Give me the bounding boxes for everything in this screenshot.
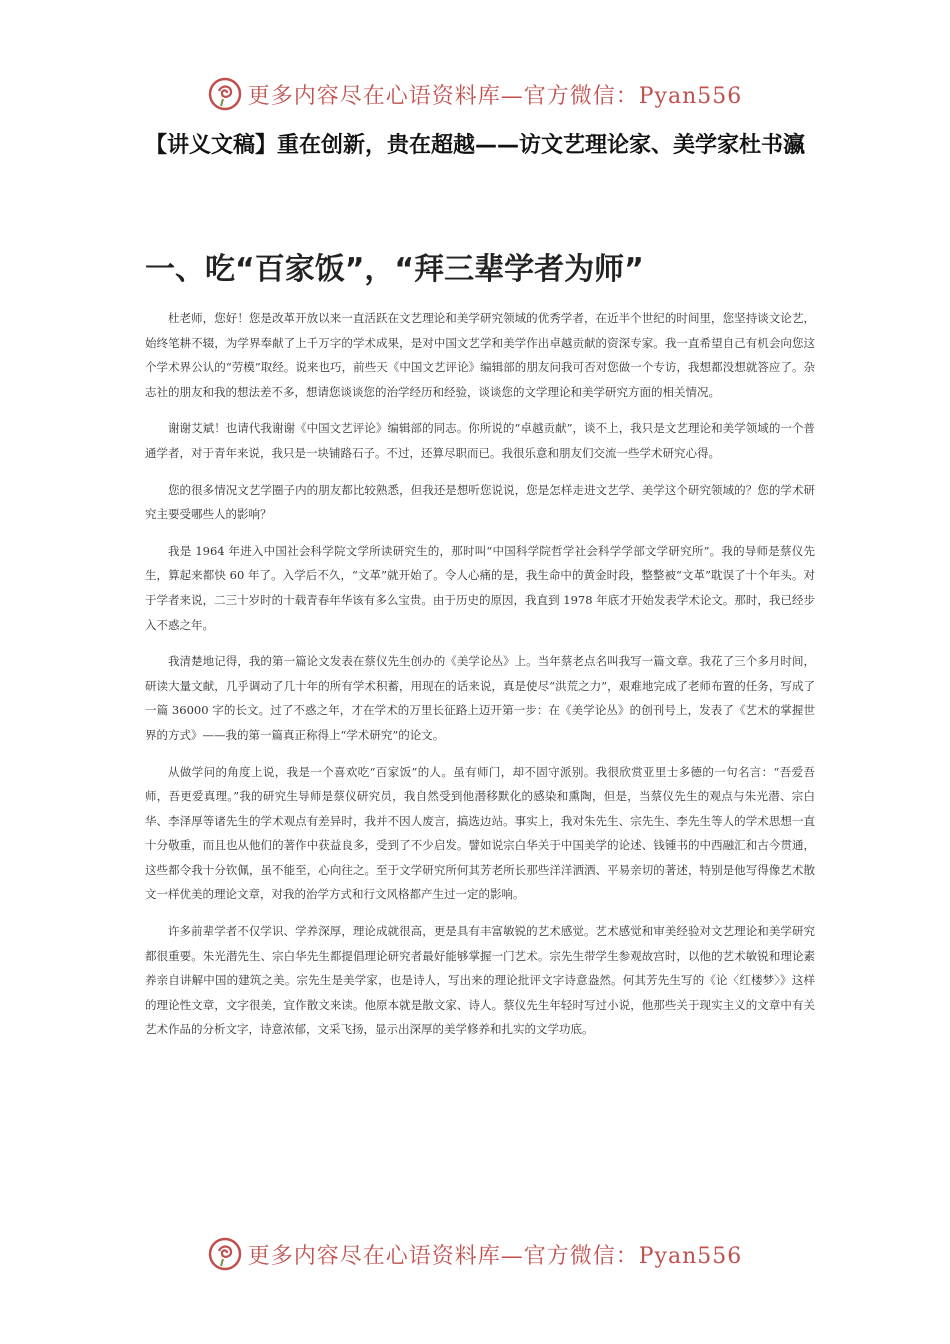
rose-logo-icon (208, 77, 242, 111)
paragraph: 谢谢艾斌！也请代我谢谢《中国文艺评论》编辑部的同志。你所说的“卓越贡献”，谈不上，我只是文艺理论和美学领域的一个普通学者，对于青年来说，我只是一块铺路石子。不过，还算尽职而已。我很乐意和朋友们交流一些学术研究心得。 (145, 421, 815, 460)
paragraph: 许多前辈学者不仅学识、学养深厚，理论成就很高，更是具有丰富敏锐的艺术感觉。艺术感觉和审美经验对文艺理论和美学研究都很重要。朱光潜先生、宗白华先生都提倡理论研究者最好能够掌握一门艺术。宗先生带学生参观故宫时，以他的艺术敏锐和理论素养亲自讲解中国的建筑之美。宗先生是美学家，也是诗人，写出来的理论批评文字诗意盎然。何其芳先生写的《论〈红楼梦〉》这样的理论性文章，文字很美，宜作散文来读。他原本就是散文家、诗人。蔡仪先生年轻时写过小说，他那些关于现实主义的文章中有关艺术作品的分析文字，诗意浓郁，文采飞扬，显示出深厚的美学修养和扎实的文学功底。 (145, 924, 815, 1037)
footer-banner (0, 1234, 950, 1274)
banner-text: 更多内容尽在心语资料库—官方微信：Pyan556 (247, 83, 743, 109)
header-banner (0, 74, 950, 114)
paragraph: 您的很多情况文艺学圈子内的朋友都比较熟悉，但我还是想听您说说，您是怎样走进文艺学、美学这个研究领域的？您的学术研究主要受哪些人的影响？ (145, 482, 815, 522)
section-heading: 一、吃“百家饭”，“拜三辈学者为师” (145, 252, 644, 287)
document-body (145, 306, 815, 1054)
paragraph: 从做学问的角度上说，我是一个喜欢吃“百家饭”的人。虽有师门，却不固守派别。我很欣赏亚里士多德的一句名言：“吾爱吾师，吾更爱真理。”我的研究生导师是蔡仪研究员，我自然受到他潜移默化的感染和熏陶，但是，当蔡仪先生的观点与朱光潜、宗白华、李泽厚等诸先生的学术观点有差异时，我并不因人废言，搞选边站。事实上，我对朱先生、宗先生、李先生等人的学术思想一直十分敬重，而且也从他们的著作中获益良多，受到了不少启发。譬如说宗白华关于中国美学的论述、钱锺书的中西融汇和古今贯通，这些都令我十分钦佩，虽不能至，心向往之。至于文学研究所何其芳老所长那些洋洋洒洒、平易亲切的著述，特别是他写得像艺术散文一样优美的理论文章，对我的治学方式和行文风格都产生过一定的影响。 (145, 764, 815, 902)
document-title: 【讲义文稿】重在创新，贵在超越——访文艺理论家、美学家杜书瀛 (144, 133, 805, 158)
paragraph: 我清楚地记得，我的第一篇论文发表在蔡仪先生创办的《美学论丛》上。当年蔡老点名叫我写一篇文章。我花了三个多月时间，研读大量文献，几乎调动了几十年的所有学术积蓄，用现在的话来说，真是使尽“洪荒之力”，艰难地完成了老师布置的任务，写成了一篇 36000 字的长文。过了不惑之年，才在学术的万里长征路上迈开第一步：在《美学论丛》的创刊号上，发表了《艺术的掌握世界的方式》——我的第一篇真正称得上“学术研究”的论文。 (145, 654, 815, 742)
rose-logo-icon (208, 1237, 242, 1271)
paragraph: 我是 1964 年进入中国社会科学院文学所读研究生的，那时叫“中国科学院哲学社会科学学部文学研究所”。我的导师是蔡仪先生，算起来都快 60 年了。入学后不久，“文革”就开始了。令人心痛的是，我生命中的黄金时段，整整被“文革”耽误了十个年头。对于学者来说，二三十岁时的十载青春年华该有多么宝贵。由于历史的原因，我直到 1978 年底才开始发表学术论文。那时，我已经步入不惑之年。 (145, 543, 815, 632)
banner-text: 更多内容尽在心语资料库—官方微信：Pyan556 (247, 1243, 743, 1269)
paragraph: 杜老师，您好！您是改革开放以来一直活跃在文艺理论和美学研究领域的优秀学者，在近半个世纪的时间里，您坚持谈文论艺，始终笔耕不辍，为学界奉献了上千万字的学术成果，是对中国文艺学和美学作出卓越贡献的资深专家。我一直希望自己有机会向您这个学术界公认的“劳模”取经。说来也巧，前些天《中国文艺评论》编辑部的朋友问我可否对您做一个专访，我想都没想就答应了。杂志社的朋友和我的想法差不多，想请您谈谈您的治学经历和经验，谈谈您的文学理论和美学研究方面的相关情况。 (145, 311, 815, 399)
